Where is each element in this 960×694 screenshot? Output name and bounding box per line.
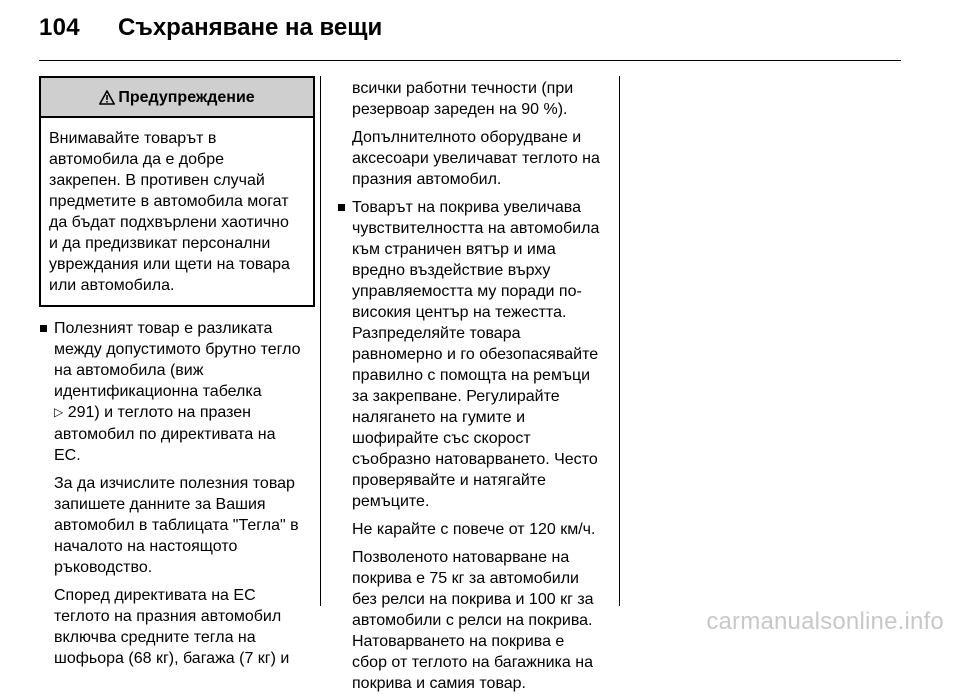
text-line: закрепен. В противен случай xyxy=(49,172,265,189)
text-line: резервоар зареден на 90 %). xyxy=(352,101,568,118)
text-line: без релси на покрива и 100 кг за xyxy=(352,591,594,608)
text-line: автомобил по директивата на xyxy=(54,426,276,443)
text-line: или автомобила. xyxy=(49,277,175,294)
page-reference-arrow-icon: ▷ xyxy=(54,405,64,419)
text-line: ремъците. xyxy=(352,493,430,510)
text-line: правилно с помощта на ремъци xyxy=(352,367,591,384)
text-line: идентификационна табелка xyxy=(54,383,262,400)
text-line: високия център на тежестта. xyxy=(352,304,567,321)
text-line: проверявайте и натягайте xyxy=(352,472,546,489)
column-middle xyxy=(337,78,607,694)
text-line: шофьора (68 кг), багажа (7 кг) и xyxy=(54,650,290,667)
text-line: аксесоари увеличават теглото на xyxy=(352,150,600,167)
paragraph xyxy=(337,519,607,540)
bullet-square-icon xyxy=(338,204,345,211)
text-line: между допустимото брутно тегло xyxy=(54,341,301,358)
text-line: Натоварването на покрива е xyxy=(352,633,565,650)
warning-title: Предупреждение xyxy=(118,88,255,106)
text-line xyxy=(54,402,315,424)
text-line: ръководство. xyxy=(54,559,153,576)
text-line: равномерно и го обезопасявайте xyxy=(352,346,599,363)
text-line: Внимавайте товарът в xyxy=(49,130,217,147)
text-line: сбор от теглото на багажника на xyxy=(352,654,593,671)
column-divider-left xyxy=(320,76,321,606)
text-line: Допълнителното оборудване и xyxy=(352,129,582,146)
column-left xyxy=(39,76,315,669)
warning-text xyxy=(41,118,313,305)
text-line: всички работни течности (при xyxy=(352,80,574,97)
watermark: carmanualsonline.info xyxy=(706,608,944,635)
paragraph xyxy=(337,127,607,190)
text-line: Позволеното натоварване на xyxy=(352,549,570,566)
page-reference[interactable]: 291 xyxy=(67,404,95,421)
text-line: автомобил в таблицата "Тегла" в xyxy=(54,517,299,534)
warning-header xyxy=(41,78,313,118)
text-line: запишете данните за Вашия xyxy=(54,496,266,513)
text-line: Разпределяйте товара xyxy=(352,325,521,342)
text-line: Товарът на покрива увеличава xyxy=(352,199,581,216)
text-line: към страничен вятър и има xyxy=(352,241,556,258)
page-title: Съхраняване на вещи xyxy=(118,14,383,41)
paragraph xyxy=(39,585,315,669)
warning-box xyxy=(39,76,315,307)
text-line: за закрепване. Регулирайте xyxy=(352,388,560,405)
paragraph xyxy=(337,547,607,694)
text-line: шофирайте със скорост xyxy=(352,430,531,447)
text-line: чувствителността на автомобила xyxy=(352,220,600,237)
text-line: вредно въздействие върху xyxy=(352,262,551,279)
text-line: празния автомобил. xyxy=(352,171,502,188)
text-line: ЕС. xyxy=(54,447,81,464)
text-line: увреждания или щети на товара xyxy=(49,256,290,273)
text-line: налягането на гумите и xyxy=(352,409,526,426)
paragraph xyxy=(337,78,607,120)
text-line: Не карайте с повече от 120 км/ч. xyxy=(352,521,596,538)
bullet-square-icon xyxy=(40,325,47,332)
text-line: началото на настоящото xyxy=(54,538,238,555)
text-line: теглото на празния автомобил xyxy=(54,608,282,625)
list-item xyxy=(337,197,607,512)
text-line: покрива е 75 кг за автомобили xyxy=(352,570,579,587)
text-line: автомобила да е добре xyxy=(49,151,224,168)
list-item xyxy=(39,318,315,466)
text-line: предметите в автомобила могат xyxy=(49,193,289,210)
warning-triangle-icon xyxy=(99,90,115,105)
column-divider-right xyxy=(619,76,620,606)
text-line: Според директивата на ЕС xyxy=(54,587,256,604)
text-fragment: ) и теглото на празен xyxy=(94,404,251,421)
text-line: автомобили с релси на покрива. xyxy=(352,612,593,629)
paragraph xyxy=(39,473,315,578)
header-divider xyxy=(39,60,901,61)
text-line: на автомобила (виж xyxy=(54,362,204,379)
text-line: да бъдат подхвърлени хаотично xyxy=(49,214,289,231)
text-line: Полезният товар е разликата xyxy=(54,320,273,337)
text-line: включва средните тегла на xyxy=(54,629,256,646)
text-line: съобразно натоварването. Често xyxy=(352,451,598,468)
text-line: покрива и самия товар. xyxy=(352,675,526,692)
text-line: управляемостта му поради по- xyxy=(352,283,582,300)
page-number: 104 xyxy=(39,14,80,41)
text-line: и да предизвикат персонални xyxy=(49,235,271,252)
text-line: За да изчислите полезния товар xyxy=(54,475,295,492)
